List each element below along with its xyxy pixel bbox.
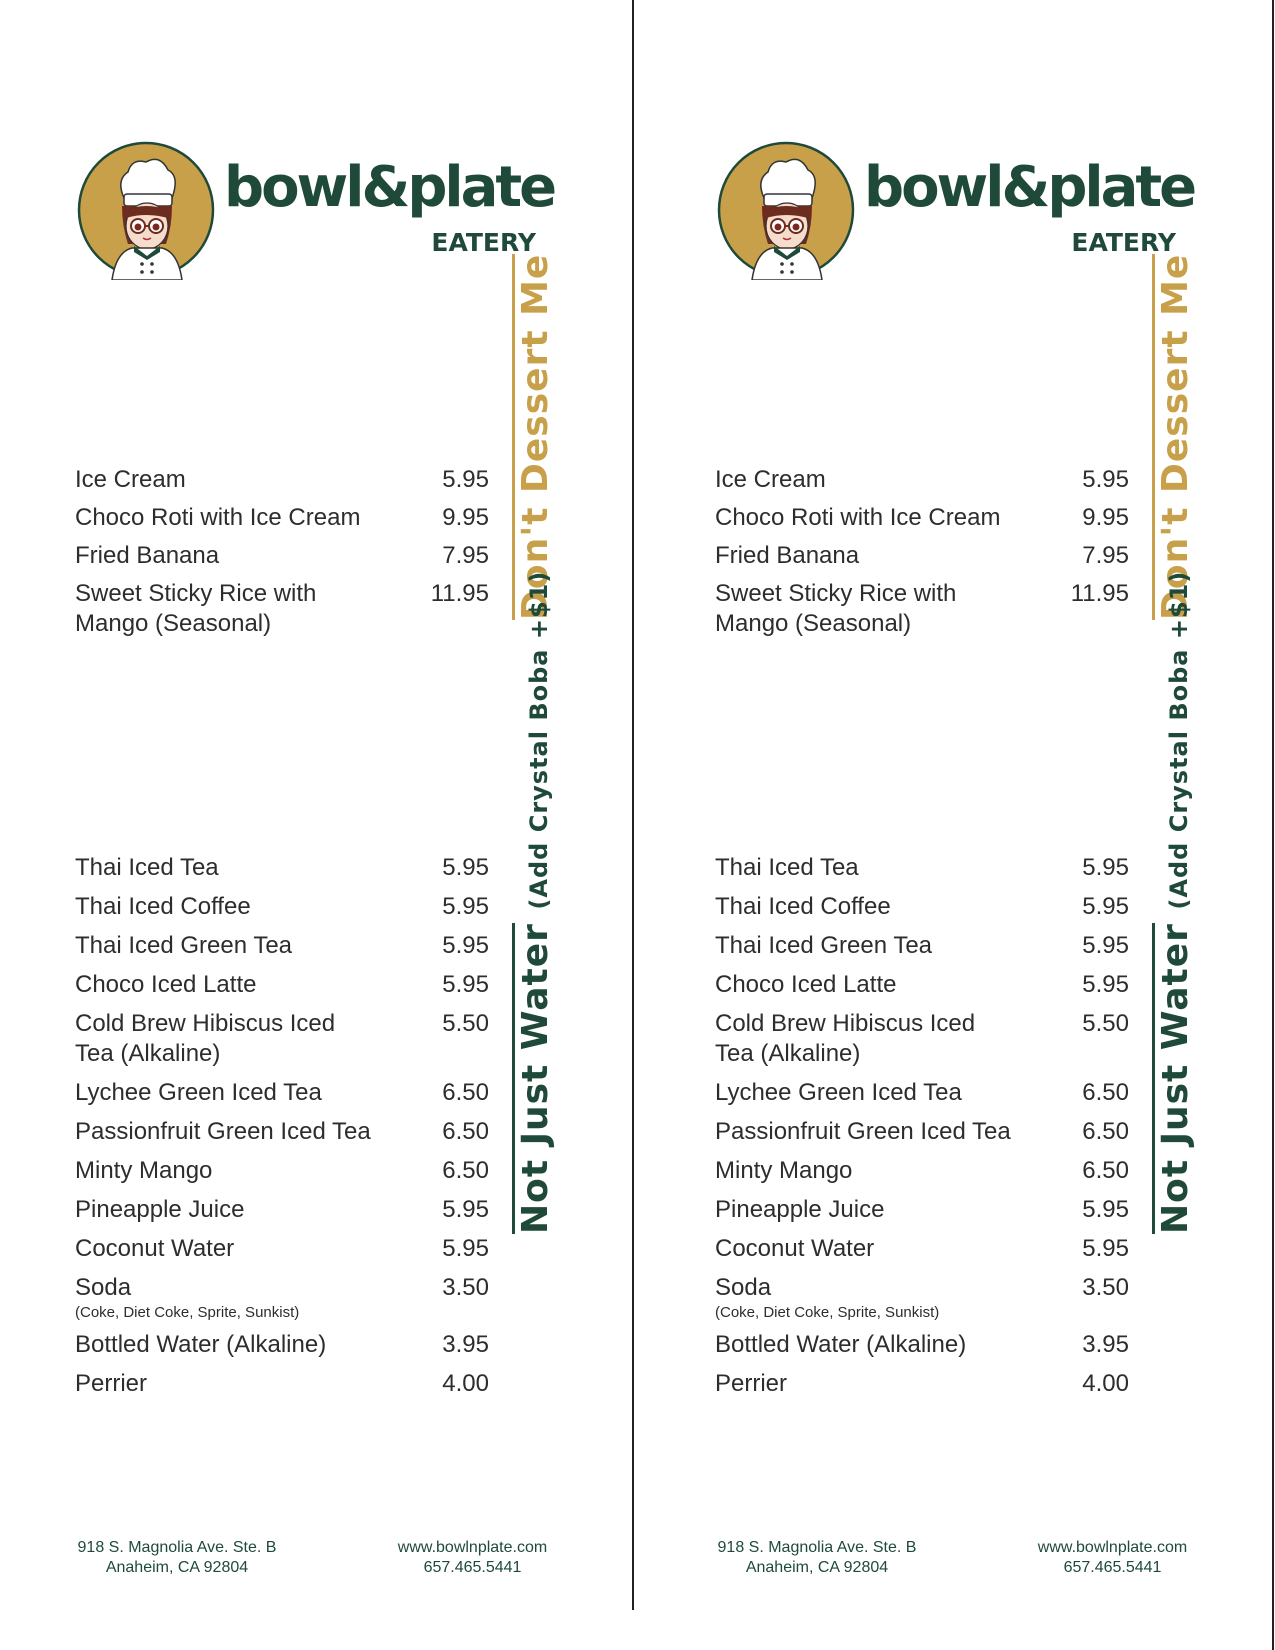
menu-item [715,1009,1129,1069]
menu-item-name: Cold Brew Hibiscus Iced Tea (Alkaline) [75,1010,336,1067]
menu-item-name: Perrier [75,1370,148,1397]
menu-item [75,931,489,961]
menu-item-name: Pineapple Juice [715,1196,885,1223]
menu-item-name: Sweet Sticky Rice with Mango (Seasonal) [75,580,317,637]
menu-item [75,579,489,639]
menu-item-price: 5.95 [1082,893,1129,920]
menu-item [75,1078,489,1108]
menu-item [75,1330,489,1360]
menu-item-name: Thai Iced Tea [715,854,859,881]
menu-item-price: 5.50 [442,1010,489,1037]
menu-item-price: 3.95 [1082,1331,1129,1358]
menu-item-name: Thai Iced Green Tea [715,932,933,959]
menu-item-price: 11.95 [430,580,489,607]
menu-item-price: 5.95 [442,1235,489,1262]
menu-item-price: 4.00 [442,1370,489,1397]
menu-item-price: 6.50 [442,1118,489,1145]
dessert-menu-list [75,465,489,647]
menu-item-name: Lychee Green Iced Tea [75,1079,322,1106]
menu-item-name: Thai Iced Coffee [75,893,251,920]
menu-item-price: 6.50 [442,1079,489,1106]
contact [1030,1538,1195,1578]
menu-item [715,931,1129,961]
menu-item-name: Cold Brew Hibiscus Iced Tea (Alkaline) [715,1010,976,1067]
menu-item [75,1156,489,1186]
menu-panel-right [640,0,1275,1650]
menu-item [715,465,1129,495]
menu-item-price: 5.95 [442,932,489,959]
menu-item-name: Ice Cream [715,466,826,493]
contact [390,1538,555,1578]
website-link[interactable]: www.bowlnplate.com [397,1539,548,1556]
menu-item-price: 5.95 [1082,466,1129,493]
menu-item-price: 5.50 [1082,1010,1129,1037]
menu-item-price: 5.95 [442,1196,489,1223]
menu-item [75,1273,489,1321]
menu-item-name: Choco Roti with Ice Cream [75,504,361,531]
menu-item-price: 11.95 [1070,580,1129,607]
menu-item-price: 5.95 [1082,854,1129,881]
menu-item-price: 9.95 [1082,504,1129,531]
drinks-section-title: Not Just Water (Add Crystal Boba +$1) [1152,571,1196,1234]
menu-item-note: (Coke, Diet Coke, Sprite, Sunkist) [75,1304,300,1321]
phone-number: 657.465.5441 [1063,1559,1162,1576]
chef-mascot-icon [76,140,216,280]
menu-item-price: 6.50 [1082,1079,1129,1106]
menu-item-price: 6.50 [442,1157,489,1184]
menu-item-price: 5.95 [442,466,489,493]
menu-item [715,1234,1129,1264]
address-line-2: Anaheim, CA 92804 [105,1559,249,1576]
address [712,1538,922,1578]
menu-item [715,853,1129,883]
menu-item-price: 7.95 [442,542,489,569]
menu-item [715,541,1129,571]
menu-item-price: 5.95 [442,893,489,920]
menu-item-price: 4.00 [1082,1370,1129,1397]
dessert-menu-list [715,465,1129,647]
brand-subtitle: EATERY [1071,228,1176,257]
menu-item-name: Minty Mango [75,1157,213,1184]
menu-item-price: 5.95 [442,854,489,881]
menu-item-name: Ice Cream [75,466,186,493]
dessert-section-title: Don't Dessert Me [1152,254,1196,620]
menu-item [75,465,489,495]
menu-item-price: 5.95 [442,971,489,998]
brand-logo [714,140,1214,290]
website-link[interactable]: www.bowlnplate.com [1037,1539,1188,1556]
menu-item [715,1195,1129,1225]
menu-item-name: Fried Banana [715,542,860,569]
address-line-1: 918 S. Magnolia Ave. Ste. B [717,1539,917,1556]
menu-item-price: 3.95 [442,1331,489,1358]
dessert-section-title: Don't Dessert Me [512,254,556,620]
drinks-section-title: Not Just Water (Add Crystal Boba +$1) [512,571,556,1234]
menu-item-name: Coconut Water [75,1235,235,1262]
menu-item-price: 9.95 [442,504,489,531]
menu-item-name: Bottled Water (Alkaline) [75,1331,327,1358]
menu-item [75,541,489,571]
menu-item-note: (Coke, Diet Coke, Sprite, Sunkist) [715,1304,940,1321]
menu-item [715,1156,1129,1186]
menu-item [75,1195,489,1225]
menu-item-name: Pineapple Juice [75,1196,245,1223]
brand-name: bowl&plate [864,155,1195,220]
menu-item-name: Bottled Water (Alkaline) [715,1331,967,1358]
menu-item [75,1369,489,1399]
drinks-menu-list [75,853,489,1408]
drinks-section-subtitle: (Add Crystal Boba +$1) [1165,570,1193,910]
menu-item-price: 7.95 [1082,542,1129,569]
menu-item [715,579,1129,639]
menu-item-price: 6.50 [1082,1157,1129,1184]
menu-item-name: Choco Iced Latte [715,971,897,998]
menu-item [715,970,1129,1000]
phone-number: 657.465.5441 [423,1559,522,1576]
menu-item-name: Thai Iced Green Tea [75,932,293,959]
menu-item-name: Passionfruit Green Iced Tea [75,1118,371,1145]
menu-item [715,1117,1129,1147]
menu-item-price: 5.95 [1082,1196,1129,1223]
menu-item-name: Coconut Water [715,1235,875,1262]
address [72,1538,282,1578]
menu-item-name: Sweet Sticky Rice with Mango (Seasonal) [715,580,957,637]
brand-logo [74,140,574,290]
drinks-menu-list [715,853,1129,1408]
address-line-1: 918 S. Magnolia Ave. Ste. B [77,1539,277,1556]
menu-item [715,503,1129,533]
menu-item-price: 3.50 [1082,1274,1129,1301]
menu-item [75,1009,489,1069]
chef-mascot-icon [716,140,856,280]
drinks-section-subtitle: (Add Crystal Boba +$1) [525,570,553,910]
menu-item [715,892,1129,922]
menu-item-name: Perrier [715,1370,788,1397]
menu-item-name: Thai Iced Coffee [715,893,891,920]
menu-item [715,1369,1129,1399]
menu-item [715,1078,1129,1108]
menu-item-price: 5.95 [1082,971,1129,998]
brand-name: bowl&plate [224,155,555,220]
menu-item-name: Thai Iced Tea [75,854,219,881]
menu-item-name: Choco Roti with Ice Cream [715,504,1001,531]
address-line-2: Anaheim, CA 92804 [745,1559,889,1576]
menu-item [75,892,489,922]
menu-item-name: Soda [75,1274,132,1301]
menu-item-name: Fried Banana [75,542,220,569]
menu-item [75,853,489,883]
menu-item-price: 5.95 [1082,932,1129,959]
menu-item-name: Minty Mango [715,1157,853,1184]
menu-item [75,1117,489,1147]
menu-item-name: Passionfruit Green Iced Tea [715,1118,1011,1145]
menu-item-name: Soda [715,1274,772,1301]
menu-item-price: 5.95 [1082,1235,1129,1262]
menu-item-price: 6.50 [1082,1118,1129,1145]
menu-item-name: Choco Iced Latte [75,971,257,998]
menu-item [75,1234,489,1264]
menu-item [75,503,489,533]
brand-subtitle: EATERY [431,228,536,257]
menu-item-name: Lychee Green Iced Tea [715,1079,962,1106]
menu-item [715,1330,1129,1360]
menu-item [75,970,489,1000]
menu-item-price: 3.50 [442,1274,489,1301]
menu-item [715,1273,1129,1321]
